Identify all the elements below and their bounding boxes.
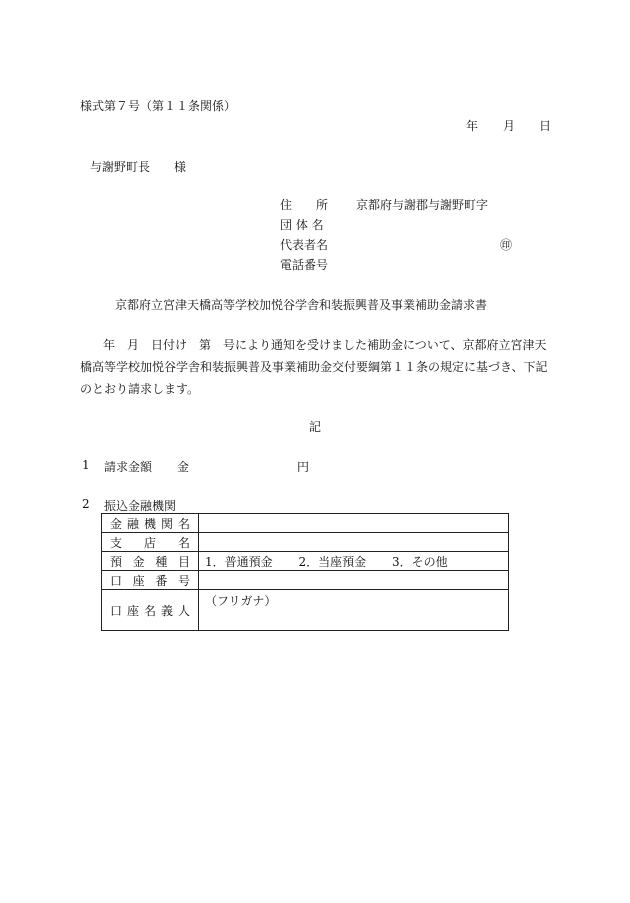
- table-row: [102, 590, 509, 631]
- item-1-label: 請求金額: [104, 460, 153, 474]
- addressee: 与謝野町長 様: [90, 160, 187, 174]
- table-row: [102, 571, 509, 590]
- body-line-2: 橋高等学校加悦谷学舎和装振興普及事業補助金交付要綱第１１条の規定に基づき、下記: [80, 360, 548, 374]
- document-title: 京都府立宮津天橋高等学校加悦谷学舎和装振興普及事業補助金請求書: [115, 298, 488, 312]
- deposit-option-ordinary[interactable]: 1．普通預金: [205, 554, 273, 569]
- address-label: 住 所: [280, 198, 329, 212]
- account-holder-label: 口座名義人: [102, 590, 199, 631]
- deposit-option-other[interactable]: 3．その他: [391, 554, 448, 569]
- bank-table: [101, 513, 509, 631]
- account-number-value[interactable]: [199, 571, 509, 590]
- seal-mark: ㊞: [500, 238, 513, 252]
- account-holder-furigana[interactable]: （フリガナ）: [199, 590, 509, 631]
- account-number-label: 口座番号: [102, 571, 199, 590]
- date-month: 月: [503, 119, 516, 133]
- deposit-type-options: [199, 552, 509, 571]
- address-value: 京都府与謝郡与謝野町字: [356, 198, 489, 212]
- form-number: 様式第７号（第１１条関係）: [80, 99, 237, 113]
- date-year: 年: [466, 119, 479, 133]
- table-row: [102, 552, 509, 571]
- org-label: 団 体 名: [280, 218, 324, 232]
- body-line-3: のとおり請求します。: [80, 382, 200, 396]
- branch-name-label: 支店名: [102, 533, 199, 552]
- item-1-number: 1: [82, 458, 90, 472]
- ki-heading: 記: [309, 420, 322, 434]
- branch-name-value[interactable]: [199, 533, 509, 552]
- item-2-number: 2: [82, 497, 90, 511]
- bank-name-value[interactable]: [199, 514, 509, 533]
- table-row: [102, 514, 509, 533]
- bank-name-label: 金融機関名: [102, 514, 199, 533]
- deposit-type-label: 預金種目: [102, 552, 199, 571]
- deposit-option-current[interactable]: 2．当座預金: [298, 554, 367, 569]
- item-2-label: 振込金融機関: [104, 499, 177, 513]
- body-line-1: 年 月 日付け 第 号により通知を受けました補助金について、京都府立宮津天: [103, 338, 547, 352]
- item-1-yen-suffix: 円: [297, 460, 310, 474]
- item-1-yen-prefix: 金: [177, 460, 190, 474]
- rep-label: 代表者名: [280, 238, 329, 252]
- phone-label: 電話番号: [280, 258, 329, 272]
- date-day: 日: [539, 119, 552, 133]
- table-row: [102, 533, 509, 552]
